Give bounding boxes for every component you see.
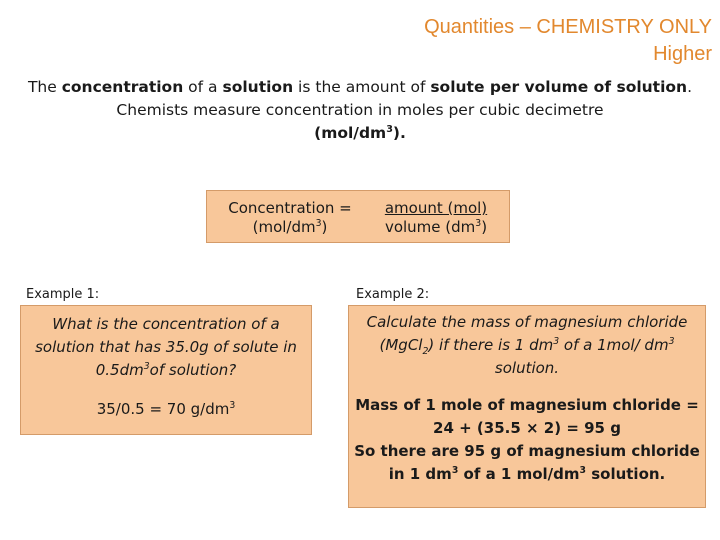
example-2-answer: Mass of 1 mole of magnesium chloride = 24 + (35.5 × 2) = 95 g So there are 95 g of magnesium chloride in 1 $dm^3$ of a 1 mol/$dm^3$ solution. — [354, 396, 700, 483]
formula-fraction — [367, 199, 505, 237]
slide-subtitle: Higher — [653, 43, 712, 65]
intro-units: Chemists measure concentration in moles per cubic decimetre $(mol/dm^3)$. — [116, 101, 604, 142]
unit-mol-dm3: $(mol/dm^3)$. — [314, 123, 406, 142]
example-1-question: What is the concentration of a solution that has 35.0g of solute in $0.5dm^3of$ solution? — [35, 315, 297, 379]
formula-numerator: amount (mol) — [384, 199, 488, 217]
term-solute-per-volume: solute per volume of solution — [430, 78, 688, 96]
example-2-question: Calculate the mass of magnesium chloride (MgCl$_2$) if there is 1 $dm^3$ of a 1mol/ $dm^3$ solution. — [366, 313, 688, 377]
intro-text — [20, 76, 700, 145]
example-2-label: Example 2: — [356, 287, 430, 302]
intro-definition: The concentration of a solution is the amount of solute per volume of solution. — [27, 78, 693, 96]
formula-left: Concentration = $(mol/dm^3)$ — [228, 199, 352, 236]
term-solution: solution — [222, 78, 294, 96]
concentration-formula-box — [206, 190, 510, 243]
formula-denominator: volume $(dm^3)$ — [384, 218, 488, 236]
example-1-label: Example 1: — [26, 287, 100, 302]
slide-title: Quantities – CHEMISTRY ONLY — [424, 16, 712, 38]
example-1-box — [20, 305, 312, 435]
slide-header — [292, 14, 712, 68]
example-2-box — [348, 305, 706, 508]
term-concentration: concentration — [61, 78, 184, 96]
example-1-answer: 35/0.5 = 70 $g/dm^3$ — [96, 400, 236, 418]
